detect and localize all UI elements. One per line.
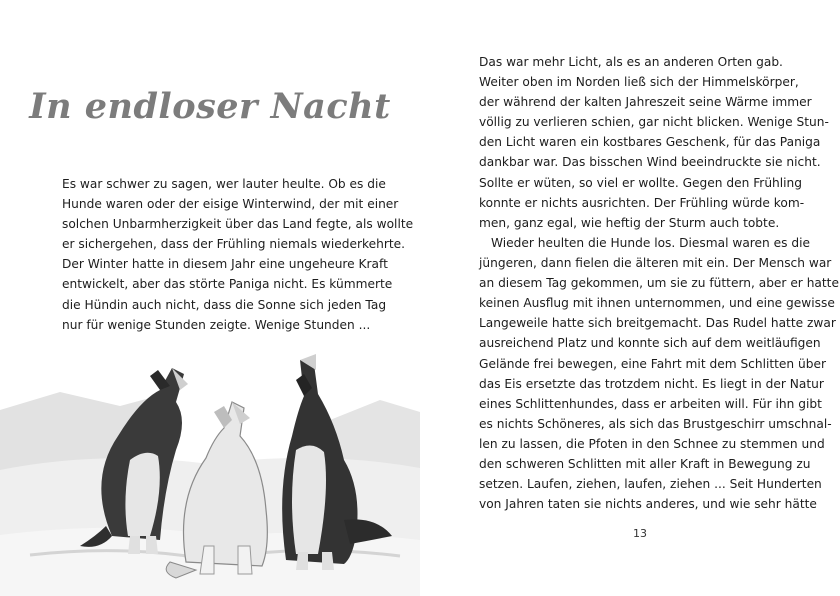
text-line: Wieder heulten die Hunde los. Diesmal waren es die [491, 236, 810, 250]
chapter-title: In endloser Nacht [29, 86, 391, 127]
text-line: Der Winter hatte in diesem Jahr eine ungeheure Kraft [62, 257, 388, 272]
text-line: Gelände frei bewegen, eine Fahrt mit dem Schlitten über [479, 356, 827, 371]
text-line: völlig zu verlieren schien, gar nicht blicken. Wenige Stun- [479, 115, 829, 130]
text-line: Langeweile hatte sich breitgemacht. Das Rudel hatte zwar [479, 316, 836, 331]
text-line: den schweren Schlitten mit aller Kraft in Bewegung zu [479, 457, 811, 472]
text-line: er sichergehen, dass der Frühling niemals wiederkehrte. [62, 237, 406, 252]
text-line: keinen Ausflug mit ihnen unternommen, und eine gewisse [479, 296, 835, 311]
text-line: solchen Unbarmherzigkeit über das Land fegte, als wollte [62, 217, 414, 232]
left-paragraph [62, 174, 413, 335]
text-line: eines Schlittenhundes, dass er arbeiten will. Für ihn gibt [479, 396, 822, 411]
right-paragraph-1 [479, 52, 829, 233]
text-line: Das war mehr Licht, als es an anderen Orten gab. [479, 55, 783, 69]
text-line: Hunde waren oder der eisige Winterwind, der mit einer [62, 197, 399, 212]
text-line: len zu lassen, die Pfoten in den Schnee zu stemmen und [479, 436, 825, 451]
right-paragraph-2 [479, 233, 839, 514]
page-number: 13 [633, 527, 647, 540]
text-line: konnte er nichts ausrichten. Der Frühling würde kom- [479, 195, 805, 210]
text-line: den Licht waren ein kostbares Geschenk, für das Paniga [479, 135, 821, 150]
text-line: entwickelt, aber das störte Paniga nicht. Es kümmerte [62, 277, 393, 292]
text-line: nur für wenige Stunden zeigte. Wenige Stunden ... [62, 317, 371, 332]
howling-dogs-illustration [0, 340, 420, 596]
text-line: Es war schwer zu sagen, wer lauter heulte. Ob es die [62, 177, 386, 191]
text-line: von Jahren taten sie nichts anderes, und wie sehr hätte [479, 497, 817, 512]
text-line: ausreichend Platz und konnte sich auf dem weitläufigen [479, 336, 821, 351]
text-line: setzen. Laufen, ziehen, laufen, ziehen ... Seit Hunderten [479, 477, 822, 492]
text-line: Weiter oben im Norden ließ sich der Himmelskörper, [479, 75, 799, 90]
text-line: das Eis ersetzte das trotzdem nicht. Es liegt in der Natur [479, 376, 824, 391]
text-line: der während der kalten Jahreszeit seine Wärme immer [479, 95, 812, 110]
text-line: es nichts Schöneres, als sich das Brustgeschirr umschnal- [479, 416, 832, 431]
text-line: dankbar war. Das bisschen Wind beeindruckte sie nicht. [479, 155, 821, 170]
text-line: men, ganz egal, wie heftig der Sturm auch tobte. [479, 215, 780, 230]
text-line: an diesem Tag gekommen, um sie zu füttern, aber er hatte [479, 276, 839, 291]
text-line: jüngeren, dann fielen die älteren mit ein. Der Mensch war [479, 256, 832, 271]
text-line: die Hündin auch nicht, dass die Sonne sich jeden Tag [62, 297, 387, 312]
text-line: Sollte er wüten, so viel er wollte. Gegen den Frühling [479, 175, 803, 190]
